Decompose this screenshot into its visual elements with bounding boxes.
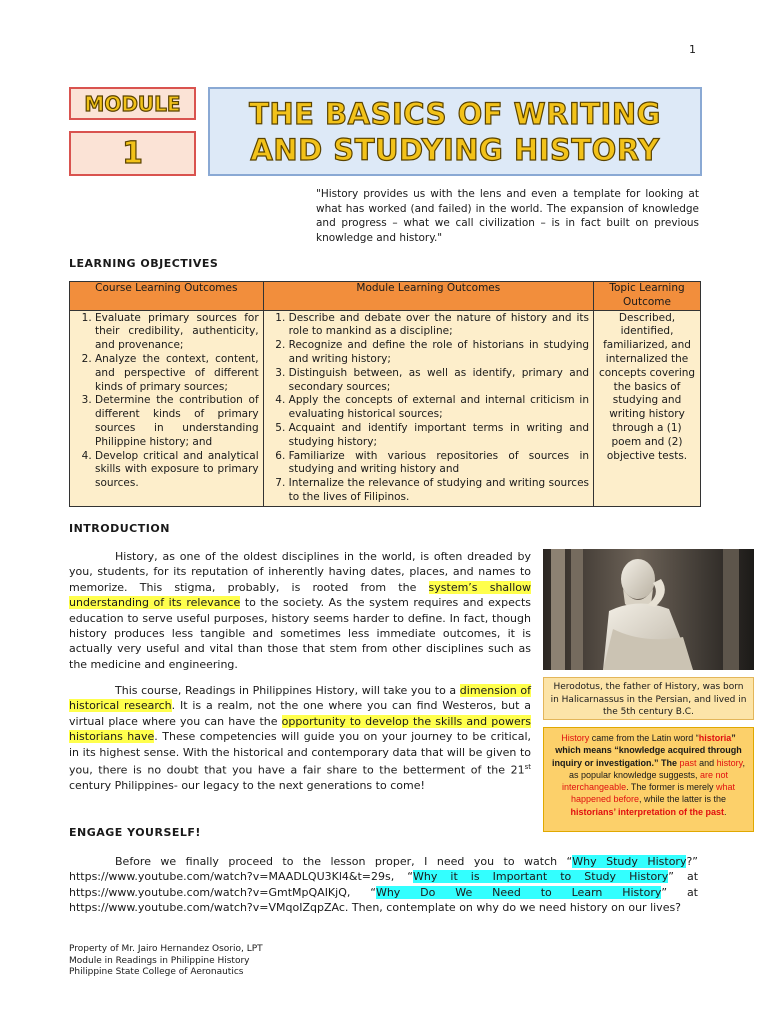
note-what-happened-before: what happened before [570, 782, 735, 805]
list-item: 7. Internalize the relevance of studying and writing sources to the lives of Filipinos. [289, 477, 589, 505]
list-item: 4. Develop critical and analytical skills with exposure to primary sources. [95, 450, 259, 491]
module-number: 1 [122, 136, 143, 171]
list-item: 3. Determine the contribution of different kinds of primary sources in understanding Philippine history; and [95, 394, 259, 449]
module-number-box [69, 131, 196, 176]
list-item: 6. Familiarize with various repositories of sources in studying and writing history and [289, 450, 589, 478]
intro-p1-highlight: system’s shallow understanding of its relevance [69, 580, 531, 610]
intro-p2-highlight-2: opportunity to develop the skills and powers historians have [69, 714, 531, 744]
note-word-history: History [561, 733, 590, 743]
epigraph-quote: "History provides us with the lens and even a template for looking at what has worked (and failed) in the world. The expansion of knowledge and progress – what we call civilization – is in fact built on previous knowledge and history." [316, 188, 699, 244]
note-text: ” which means “knowledge acquired through inquiry or investigation.” The [552, 733, 742, 768]
module-outcomes-list [268, 312, 589, 505]
list-item: 3. Distinguish between, as well as identify, primary and secondary sources; [289, 367, 589, 395]
table-row [70, 310, 701, 506]
intro-paragraph-1 [69, 549, 531, 672]
introduction-heading: INTRODUCTION [69, 522, 170, 535]
intro-p2-highlight-1: dimension of historical research [69, 684, 531, 713]
engage-heading: ENGAGE YOURSELF! [69, 826, 201, 839]
herodotus-statue-illustration [543, 549, 754, 670]
col-header-module: Module Learning Outcomes [263, 282, 593, 311]
title-line-1: THE BASICS OF WRITING [249, 96, 661, 131]
note-text: , while the latter is the [639, 794, 727, 805]
video-link-why-important[interactable]: Why it is Important to Study History [412, 870, 669, 884]
module-outcomes-cell [263, 310, 593, 506]
intro-p2-text-c: . These competencies will guide you on your journey to be critical, in its highest sense. With the historical and contemporary data that will be given to you, there is no doubt that you have a fair share to the betterment of the 21 [69, 730, 531, 777]
footer-line: Property of Mr. Jairo Hernandez Osorio, LPT [69, 944, 263, 954]
footer-line: Module in Readings in Philippine History [69, 955, 250, 966]
title-box [208, 87, 702, 176]
list-item: 2. Analyze the context, content, and perspective of different kinds of primary sources; [95, 353, 259, 394]
title-line-2: AND STUDYING HISTORY [250, 132, 660, 167]
video-link-why-learn-history[interactable]: Why Do We Need to Learn History [375, 885, 662, 899]
history-etymology-note [543, 727, 754, 832]
topic-outcome-cell: Described, identified, familiarized, and internalized the concepts covering the basics of studying and writing history through a (1) poem and (2) objective tests. [594, 310, 701, 506]
note-word-historia: historia [698, 733, 732, 743]
engage-text-a: Before we finally proceed to the lesson proper, I need you to watch “ [115, 855, 573, 868]
note-text: came from the Latin word “ [589, 733, 699, 743]
course-outcomes-list [74, 312, 259, 491]
table-header-row [70, 282, 701, 311]
list-item: 1. Describe and debate over the nature of history and its role to mankind as a discipline; [289, 312, 589, 340]
superscript-st: st [524, 763, 531, 772]
page-number: 1 [689, 43, 696, 56]
note-word-history-2: history [716, 757, 743, 768]
list-item: 4. Apply the concepts of external and internal criticism in evaluating historical sources; [289, 394, 589, 422]
intro-p1-text-b: to the society. As the system requires and expects education to serve useful purposes, history seems harder to define. In fact, though history produces less tangible and sometimes less immediate outcomes, it is actually very useful and vital than those that stem from other disciplines such as the medicine and engineering. [69, 596, 531, 671]
note-text: . [724, 806, 727, 817]
engage-text-d: ” at https://www.youtube.com/watch?v=VMqoIZqpZAc. Then, contemplate on why do we need history on our lives? [69, 885, 698, 915]
intro-p2-text-a: This course, Readings in Philippines History, will take you to a [115, 684, 460, 697]
note-text: , as popular knowledge suggests, [568, 757, 745, 780]
engage-text-b: ?” https://www.youtube.com/watch?v=MAADLQU3Kl4&t=29s, “ [69, 855, 699, 884]
herodotus-statue-image [543, 549, 754, 670]
module-label: MODULE [84, 91, 181, 116]
video-link-why-study-history[interactable]: Why Study History [572, 855, 687, 868]
note-not-interchangeable: are not interchangeable [562, 769, 729, 793]
list-item: 5. Acquaint and identify important terms in writing and studying history; [289, 422, 589, 450]
col-header-course: Course Learning Outcomes [70, 282, 264, 311]
engage-paragraph [69, 854, 698, 916]
herodotus-caption: Herodotus, the father of History, was born in Halicarnassus in the Persian, and lived in the 5th century B.C. [543, 677, 754, 720]
engage-text-c: ” at https://www.youtube.com/watch?v=GmtMpQAIKjQ, “ [69, 870, 699, 899]
intro-paragraph-2 [69, 683, 531, 794]
note-text: and [696, 757, 717, 768]
footer-line: Philippine State College of Aeronautics [69, 967, 244, 977]
learning-outcomes-table [69, 281, 701, 507]
intro-p2-text-b: . It is a realm, not the one where you can find Westeros, but a virtual place where you can have the [69, 699, 531, 728]
course-outcomes-cell [70, 310, 264, 506]
list-item: 1. Evaluate primary sources for their credibility, authenticity, and provenance; [95, 312, 259, 353]
list-item: 2. Recognize and define the role of historians in studying and writing history; [289, 339, 589, 367]
note-historians-interpretation: historians’ interpretation of the past [570, 806, 724, 817]
note-word-past: past [679, 757, 697, 768]
col-header-topic: Topic Learning Outcome [594, 282, 701, 311]
learning-objectives-heading: LEARNING OBJECTIVES [69, 257, 219, 270]
footer [69, 944, 263, 979]
module-label-box [69, 87, 196, 120]
note-text: . The former is merely [626, 782, 716, 793]
intro-p1-text-a: History, as one of the oldest disciplines in the world, is often dreaded by you, students, for its reputation of inherently having dates, places, and names to memorize. This stigma, probably, is rooted from the [69, 550, 531, 594]
intro-p2-text-d: century Philippines- our legacy to the next generations to come! [69, 779, 425, 793]
